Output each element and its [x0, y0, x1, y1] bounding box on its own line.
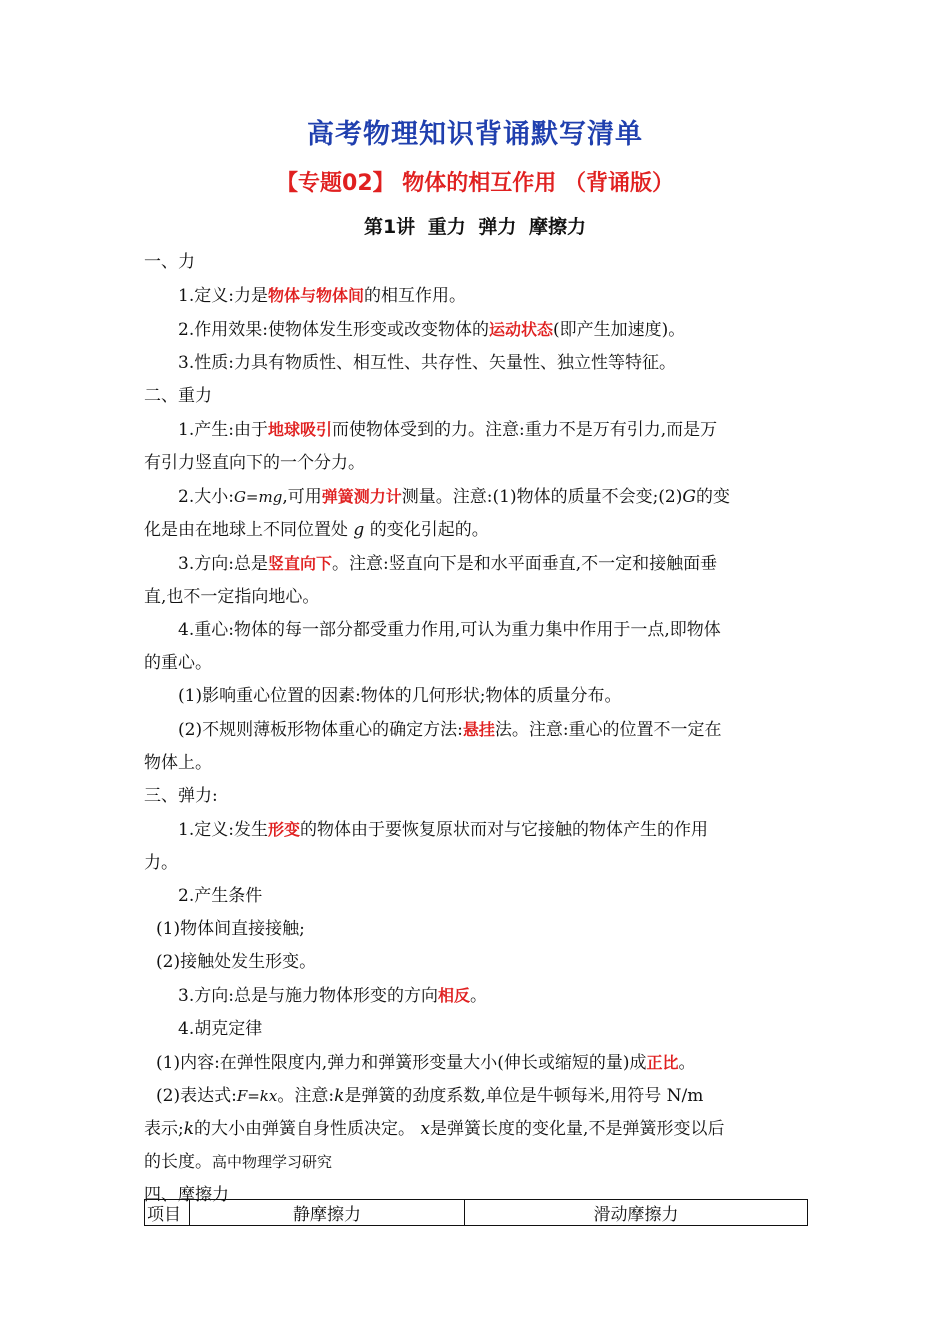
paragraph-force-effect [144, 313, 808, 347]
text: 3.方向:总是与施力物体形变的方向 [178, 986, 438, 1006]
lecture-title: 第1讲 重力 弹力 摩擦力 [363, 216, 587, 238]
section-heading-gravity: 二、重力 [144, 386, 212, 406]
text: 测量。注意:(1)物体的质量不会变;(2) [401, 487, 683, 507]
keyword: 弹簧测力计 [321, 487, 402, 506]
table-header-static-friction: 静摩擦力 [190, 1200, 465, 1226]
text: 。注意: [277, 1086, 335, 1106]
table-header-row [145, 1200, 808, 1226]
text: 。 [678, 1053, 696, 1073]
paragraph-force-property: 3.性质:力具有物质性、相互性、共存性、矢量性、独立性等特征。 [178, 353, 676, 373]
section-heading-friction: 四、摩擦力 [144, 1185, 229, 1205]
text: 的大小由弹簧自身性质决定。 [194, 1119, 421, 1139]
text: (1)内容:在弹性限度内,弹力和弹簧形变量大小(伸长或缩短的量)成 [156, 1053, 647, 1073]
text: 1.定义:发生 [178, 820, 268, 840]
keyword: 形变 [267, 820, 300, 839]
text: (即产生加速度)。 [552, 320, 686, 340]
paragraph-hooke-expression-cont [144, 1113, 808, 1146]
paragraph-cog-method-cont: 物体上。 [144, 753, 212, 773]
table-header-sliding-friction: 滑动摩擦力 [465, 1200, 808, 1226]
text: 1.定义:力是 [178, 286, 268, 306]
symbol: k [334, 1086, 345, 1106]
text: 。注意:竖直向下是和水平面垂直,不一定和接触面垂 [331, 554, 718, 574]
paragraph-hooke-expression-end [144, 1146, 808, 1179]
text: (2)不规则薄板形物体重心的确定方法: [178, 720, 463, 740]
paragraph-elastic-definition [144, 813, 808, 847]
text: 的变化引起的。 [364, 520, 489, 540]
paragraph-hooke-expression [144, 1080, 808, 1113]
text: 2.大小: [178, 487, 234, 507]
section-heading-force: 一、力 [144, 252, 195, 272]
text: 化是由在地球上不同位置处 [144, 520, 354, 540]
section-heading-elastic: 三、弹力: [144, 786, 218, 806]
text: 的长度。 [144, 1152, 212, 1172]
paragraph-gravity-magnitude-cont [144, 514, 808, 547]
symbol: G [682, 487, 696, 507]
paragraph-gravity-origin-cont: 有引力竖直向下的一个分力。 [144, 453, 365, 473]
text: 。 [469, 986, 487, 1006]
paragraph-elastic-direction [144, 979, 808, 1013]
keyword: 悬挂 [462, 720, 495, 739]
paragraph-hooke-content [144, 1046, 808, 1080]
symbol: g [353, 520, 365, 540]
text: 是弹簧的劲度系数,单位是牛顿每米,用符号 N/m [344, 1086, 704, 1106]
paragraph-cog-method [144, 713, 808, 747]
text: 的物体由于要恢复原状而对与它接触的物体产生的作用 [299, 820, 708, 840]
keyword: 正比 [646, 1053, 679, 1072]
text: 2.作用效果:使物体发生形变或改变物体的 [178, 320, 489, 340]
paragraph-condition-1: (1)物体间直接接触; [156, 919, 305, 939]
paragraph-gravity-direction [144, 547, 808, 581]
document-title: 高考物理知识背诵默写清单 [307, 119, 643, 150]
keyword: 竖直向下 [267, 554, 332, 573]
paragraph-condition-2: (2)接触处发生形变。 [156, 952, 317, 972]
text: 表示; [144, 1119, 184, 1139]
text: 法。注意:重心的位置不一定在 [494, 720, 722, 740]
document-body [144, 246, 808, 1212]
symbol: x [420, 1119, 431, 1139]
table-header-item: 项目 [145, 1200, 190, 1226]
symbol: k [183, 1119, 195, 1139]
paragraph-elastic-definition-cont: 力。 [144, 853, 178, 873]
keyword: 地球吸引 [267, 420, 332, 439]
formula: G=mg [233, 488, 283, 506]
text: (2)表达式: [156, 1086, 237, 1106]
keyword: 物体与物体间 [267, 286, 364, 305]
source-note: 高中物理学习研究 [212, 1153, 333, 1171]
text: 而使物体受到的力。注意:重力不是万有引力,而是万 [331, 420, 718, 440]
text: 的相互作用。 [363, 286, 466, 306]
text: ,可用 [282, 487, 322, 507]
paragraph-gravity-origin [144, 413, 808, 447]
text: 1.产生:由于 [178, 420, 268, 440]
paragraph-elastic-conditions: 2.产生条件 [178, 886, 263, 906]
topic-subtitle: 【专题02】 物体的相互作用 （背诵版） [276, 171, 674, 196]
keyword: 运动状态 [488, 320, 553, 339]
text: 3.方向:总是 [178, 554, 268, 574]
paragraph-cog-factors: (1)影响重心位置的因素:物体的几何形状;物体的质量分布。 [178, 686, 622, 706]
text: 的变 [695, 487, 730, 507]
paragraph-gravity-direction-cont: 直,也不一定指向地心。 [144, 587, 320, 607]
formula: F=kx [236, 1087, 278, 1105]
friction-table [144, 1199, 808, 1226]
text: 是弹簧长度的变化量,不是弹簧形变以后 [430, 1119, 725, 1139]
paragraph-center-of-gravity: 4.重心:物体的每一部分都受重力作用,可认为重力集中作用于一点,即物体 [178, 620, 721, 640]
keyword: 相反 [437, 986, 470, 1005]
paragraph-force-definition [144, 279, 808, 313]
paragraph-hooke-law: 4.胡克定律 [178, 1019, 263, 1039]
paragraph-center-of-gravity-cont: 的重心。 [144, 653, 212, 673]
paragraph-gravity-magnitude [144, 480, 808, 514]
